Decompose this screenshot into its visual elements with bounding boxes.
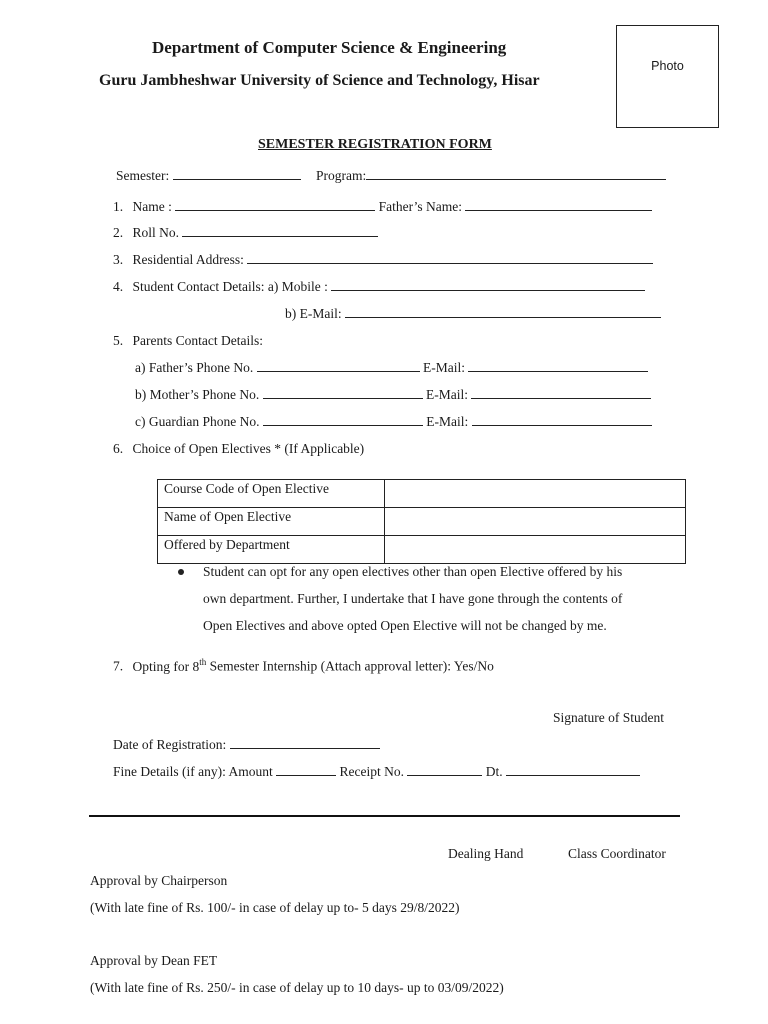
course-code-label: Course Code of Open Elective xyxy=(158,480,385,508)
receipt-label: Receipt No. xyxy=(339,764,404,779)
chairperson-fine-note: (With late fine of Rs. 100/- in case of delay up to- 5 days 29/8/2022) xyxy=(90,900,460,915)
item-electives xyxy=(113,441,364,457)
fine-date-blank[interactable] xyxy=(506,764,640,776)
item-parents xyxy=(113,333,263,349)
receipt-blank[interactable] xyxy=(407,764,482,776)
item-address[interactable] xyxy=(113,252,653,268)
form-title: SEMESTER REGISTRATION FORM xyxy=(258,137,492,152)
guardian-contact[interactable] xyxy=(135,414,652,430)
item-number: 2. xyxy=(113,225,124,240)
section-divider xyxy=(89,815,680,817)
note-line: own department. Further, I undertake that I have gone through the contents of xyxy=(203,591,623,606)
note-line: Student can opt for any open electives other than open Elective offered by his xyxy=(203,564,623,579)
dean-approval-label: Approval by Dean FET xyxy=(90,953,218,968)
guardian-email-label: E-Mail: xyxy=(426,414,469,429)
name-blank[interactable] xyxy=(175,199,375,211)
item-student-contact[interactable] xyxy=(113,279,645,295)
internship-label-sup: th xyxy=(199,657,207,667)
father-email-label: E-Mail: xyxy=(422,360,465,375)
student-email-blank[interactable] xyxy=(345,306,661,318)
father-contact[interactable] xyxy=(135,360,648,376)
mother-phone-blank[interactable] xyxy=(263,387,423,399)
elective-table xyxy=(157,479,686,564)
dealing-hand-label: Dealing Hand xyxy=(448,846,524,861)
electives-label: Choice of Open Electives * (If Applicable) xyxy=(132,441,365,456)
item-number: 6. xyxy=(113,441,124,456)
class-coordinator-label: Class Coordinator xyxy=(568,846,666,861)
fine-amount-label: Fine Details (if any): Amount xyxy=(113,764,273,779)
offered-by-cell[interactable] xyxy=(385,536,686,564)
guardian-email-blank[interactable] xyxy=(472,414,652,426)
item-number: 4. xyxy=(113,279,124,294)
item-number: 7. xyxy=(113,658,124,674)
semester-label: Semester: xyxy=(116,168,170,183)
item-number: 1. xyxy=(113,199,124,214)
fine-date-label: Dt. xyxy=(485,764,503,779)
name-label: Name : xyxy=(132,199,172,214)
table-row xyxy=(158,480,686,508)
elective-name-label: Name of Open Elective xyxy=(158,508,385,536)
fine-amount-blank[interactable] xyxy=(276,764,336,776)
registration-date-blank[interactable] xyxy=(230,737,380,749)
father-phone-label: a) Father’s Phone No. xyxy=(135,360,254,375)
program-field[interactable] xyxy=(316,168,666,184)
program-label: Program: xyxy=(316,168,367,183)
mother-phone-label: b) Mother’s Phone No. xyxy=(135,387,260,402)
table-row xyxy=(158,508,686,536)
bullet-icon xyxy=(178,569,184,575)
item-number: 5. xyxy=(113,333,124,348)
student-signature-label: Signature of Student xyxy=(553,710,664,725)
offered-by-label: Offered by Department xyxy=(158,536,385,564)
department-title: Department of Computer Science & Engineering xyxy=(152,38,507,57)
mother-contact[interactable] xyxy=(135,387,651,403)
mobile-label: Student Contact Details: a) Mobile : xyxy=(132,279,328,294)
internship-label-pre: Opting for 8 xyxy=(132,658,200,674)
mobile-blank[interactable] xyxy=(331,279,645,291)
item-name[interactable] xyxy=(113,199,652,215)
student-email-label: b) E-Mail: xyxy=(285,306,342,321)
photo-label: Photo xyxy=(651,59,684,73)
item-number: 3. xyxy=(113,252,124,267)
semester-blank[interactable] xyxy=(173,168,301,180)
fine-details[interactable] xyxy=(113,764,640,780)
mother-email-label: E-Mail: xyxy=(426,387,468,402)
parents-label: Parents Contact Details: xyxy=(132,333,263,348)
university-title: Guru Jambheshwar University of Science and Technology, Hisar xyxy=(99,72,540,89)
internship-label-post: Semester Internship (Attach approval letter): Yes/No xyxy=(206,658,494,674)
registration-date-field[interactable] xyxy=(113,737,380,753)
father-email-blank[interactable] xyxy=(468,360,648,372)
address-blank[interactable] xyxy=(247,252,653,264)
elective-name-cell[interactable] xyxy=(385,508,686,536)
table-row xyxy=(158,536,686,564)
semester-field[interactable] xyxy=(116,168,301,184)
course-code-cell[interactable] xyxy=(385,480,686,508)
photo-box xyxy=(616,25,719,128)
chairperson-approval-label: Approval by Chairperson xyxy=(90,873,228,888)
item-internship xyxy=(113,657,494,675)
guardian-phone-label: c) Guardian Phone No. xyxy=(135,414,260,429)
mother-email-blank[interactable] xyxy=(471,387,651,399)
father-name-label: Father’s Name: xyxy=(378,199,462,214)
dean-fine-note: (With late fine of Rs. 250/- in case of delay up to 10 days- up to 03/09/2022) xyxy=(90,980,504,995)
roll-label: Roll No. xyxy=(132,225,180,240)
program-blank[interactable] xyxy=(366,168,666,180)
registration-date-label: Date of Registration: xyxy=(113,737,227,752)
guardian-phone-blank[interactable] xyxy=(263,414,423,426)
father-name-blank[interactable] xyxy=(465,199,652,211)
roll-blank[interactable] xyxy=(182,225,378,237)
item-roll[interactable] xyxy=(113,225,378,241)
student-email-field[interactable] xyxy=(285,306,661,322)
note-line: Open Electives and above opted Open Elective will not be changed by me. xyxy=(203,618,607,633)
address-label: Residential Address: xyxy=(132,252,244,267)
father-phone-blank[interactable] xyxy=(257,360,420,372)
